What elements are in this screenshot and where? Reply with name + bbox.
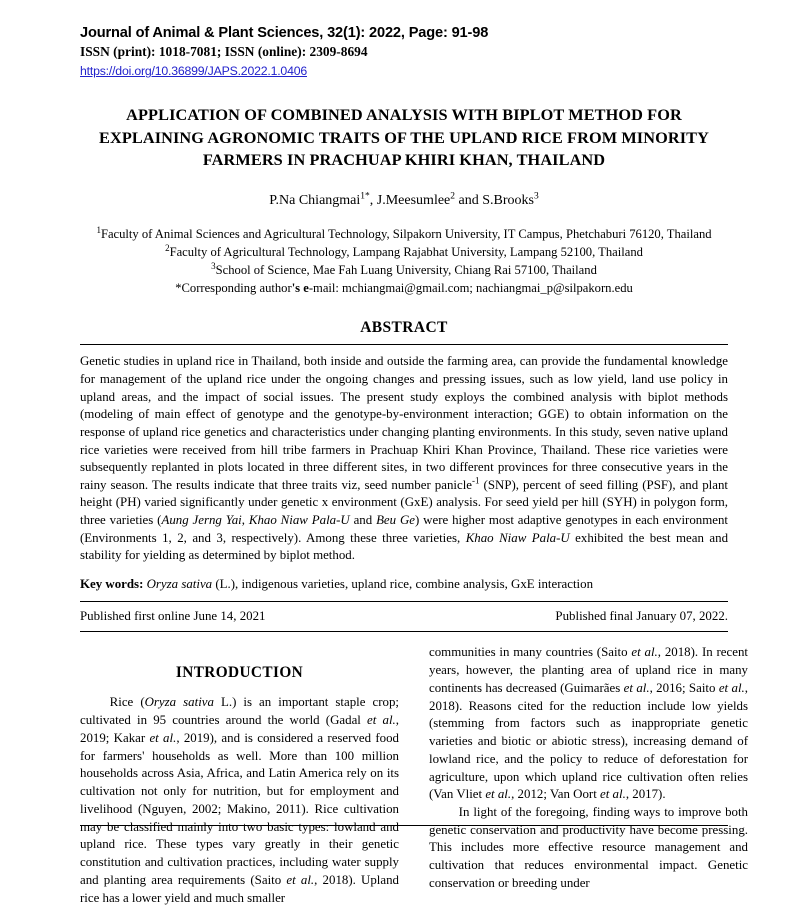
keywords (80, 576, 728, 594)
author-name: S.Brooks (482, 192, 534, 208)
affiliation-text: School of Science, Mae Fah Luang University, Chiang Rai 57100, Thailand (215, 262, 597, 277)
keywords-label: Key words: (80, 576, 144, 591)
abstract-bottom-rule (80, 601, 728, 602)
publication-dates (80, 609, 728, 624)
affiliation-item (80, 262, 728, 280)
journal-title: Journal of Animal & Plant Sciences, 32(1): 2022, Page: 91-98 (80, 25, 489, 41)
published-final: Published final January 07, 2022. (555, 609, 728, 624)
author-affiliation-marker: 1* (360, 191, 370, 202)
author-name: J.Meesumlee (376, 192, 451, 208)
published-first-online: Published first online June 14, 2021 (80, 609, 266, 624)
journal-issn: ISSN (print): 1018-7081; ISSN (online): 2309-8694 (80, 44, 368, 60)
abstract-top-rule (80, 344, 728, 345)
corresponding-emphasis: 's e (291, 280, 309, 295)
introduction-paragraph: communities in many countries (Saito et al., 2018). In recent years, however, the planting area of upland rice in many continents has decreased (Guimarães et al., 2016; Saito et al., 2018). Reasons cited for the reduction include low yields (stemming from factors such as inappropriate genetic varieties and biotic or abiotic stress), increasing demand of lowland rice, and the policy to reduce of deforestation for agriculture, upon which upland rice cultivation often relies (Van Vliet et al., 2012; Van Oort et al., 2017). (429, 645, 748, 802)
author-list (80, 192, 728, 210)
affiliation-marker: 3 (211, 260, 216, 271)
article-title: APPLICATION OF COMBINED ANALYSIS WITH BIPLOT METHOD FOR EXPLAINING AGRONOMIC TRAITS OF THE UPLAND RICE FROM MINORITY FARMERS IN PRACHUAP KHIRI KHAN, THAILAND (99, 105, 709, 170)
affiliation-text: Faculty of Agricultural Technology, Lampang Rajabhat University, Lampang 52100, Thailand (169, 244, 643, 259)
journal-header (80, 0, 728, 80)
author-separator: , (369, 192, 377, 208)
column-right (429, 644, 748, 907)
affiliation-marker: 1 (96, 224, 101, 235)
author-affiliation-marker: 2 (450, 191, 456, 202)
column-left (80, 644, 399, 907)
introduction-paragraph: In light of the foregoing, finding ways to improve both genetic conservation and productivity have become pressing. This includes more effective resource management and cultivation that reduces environmental impact. Genetic conservation or breeding under (429, 805, 748, 890)
affiliation-item (80, 244, 728, 262)
author-affiliation-marker: 3 (533, 191, 539, 202)
corresponding-email: -mail: mchiangmai@gmail.com; nachiangmai_p@silpakorn.edu (308, 280, 633, 295)
publication-dates-rule (80, 631, 728, 632)
affiliation-marker: 2 (165, 242, 170, 253)
author-separator: and (455, 192, 483, 208)
corresponding-author (80, 280, 728, 298)
introduction-heading: INTRODUCTION (175, 664, 304, 682)
corresponding-prefix: *Corresponding author (175, 280, 292, 295)
page-bottom-rule (80, 825, 728, 826)
affiliation-item (80, 226, 728, 244)
author-name: P.Na Chiangmai (269, 192, 361, 208)
abstract-heading: ABSTRACT (360, 319, 448, 337)
doi-link[interactable]: https://doi.org/10.36899/JAPS.2022.1.0406 (80, 64, 307, 79)
body-columns (80, 644, 748, 907)
affiliation-text: Faculty of Animal Sciences and Agricultural Technology, Silpakorn University, IT Campus, Phetchaburi 76120, Thailand (100, 226, 712, 241)
affiliation-list (80, 226, 728, 298)
keywords-text: Oryza sativa (L.), indigenous varieties, upland rice, combine analysis, GxE interaction (146, 576, 594, 591)
abstract-body: Genetic studies in upland rice in Thailand, both inside and outside the farming area, can provide the fundamental knowledge for management of the upland rice under the ongoing changes and pressing issues, such as low yield, land use policy in upland areas, and the impact of social issues. The present study exploys the combined analysis with biplot methods (modeling of main effect of genotype and the genotype-by-environment interaction; GGE) to obtain information on the response of upland rice genetics and characteristics under changing planting environments. In this study, seven native upland rice varieties were received from hill tribe farmers in Prachuap Khiri Khan Province, Thailand. These rice varieties were subsequently replanted in plots located in three different sites, in two different provinces for three consecutive years in the rainy season. The results indicate that three traits viz, seed number panicle$^{-1}$ (SNP), percent of seed filling (PSF), and plant height (PH) varied significantly under genetic x environment (GxE) analysis. For seed yield per hill (SYH) in polygon form, three varieties (Aung Jerng Yai, Khao Niaw Pala-U and Beu Ge) were higher most adaptive genotypes in each environment (Environments 1, 2, and 3, respectively). Among these three varieties, Khao Niaw Pala-U exhibited the best mean and stability for yielding as determined by biplot method. (80, 354, 729, 563)
introduction-paragraph: Rice (Oryza sativa L.) is an important staple crop; cultivated in 95 countries around the world (Gadal et al., 2019; Kakar et al., 2019), and is considered a reserved food for farmers' households as well. More than 100 million households across Asia, Africa, and Latin America rely on its cultivation not only for nutrition, but for employment and livelihood (Nguyen, 2002; Makino, 2011). Rice cultivation may be classified mainly into two basic types: lowland and upland rice. These types vary greatly in their genetic constitution and cultivation practices, including water supply and planting area requirements (Saito et al., 2018). Upland rice has a lower yield and much smaller (80, 695, 400, 905)
